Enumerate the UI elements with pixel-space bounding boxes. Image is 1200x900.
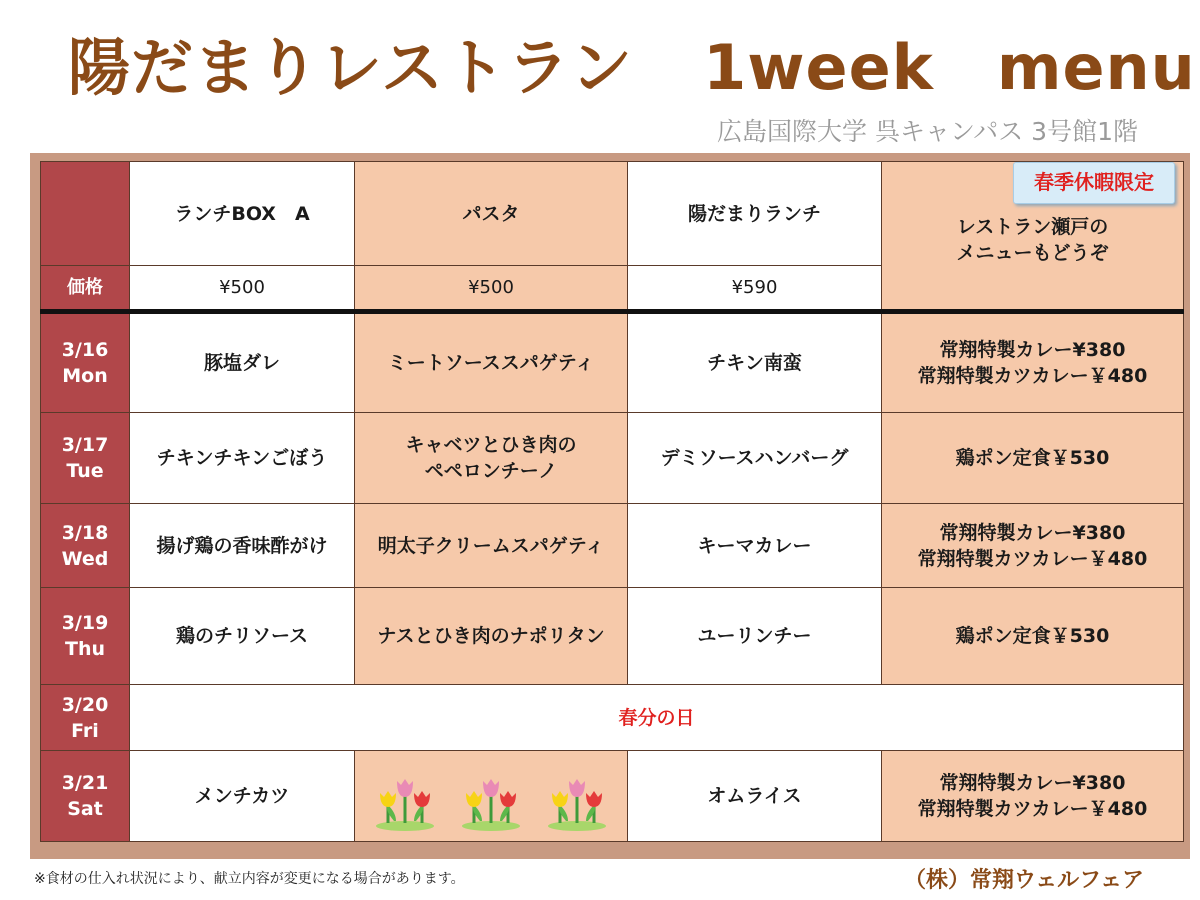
pasta-item: 明太子クリームスパゲティ: [355, 504, 628, 588]
seto-item: 常翔特製カレー¥380 常翔特製カツカレー￥480: [882, 312, 1184, 413]
hidamari-item: オムライス: [628, 751, 882, 842]
column-header-restaurant-seto: [882, 162, 1184, 312]
lunchbox-item: 揚げ鶏の香味酢がけ: [130, 504, 355, 588]
tulip-icon: [546, 771, 608, 831]
spring-break-badge: 春季休暇限定: [1013, 162, 1175, 204]
seto-item: 鶏ポン定食￥530: [882, 413, 1184, 504]
table-row: [41, 312, 1184, 413]
price-hidamari-lunch: ¥590: [628, 266, 882, 312]
lunchbox-item: 鶏のチリソース: [130, 588, 355, 685]
hidamari-item: ユーリンチー: [628, 588, 882, 685]
date-cell: [41, 312, 130, 413]
date: 3/19: [61, 612, 109, 634]
table-row: [41, 504, 1184, 588]
price-pasta: ¥500: [355, 266, 628, 312]
title-en: 1week menu: [703, 31, 1196, 104]
tulip-icon: [460, 771, 522, 831]
table-row: [41, 588, 1184, 685]
date: 3/20: [61, 693, 109, 716]
weekday: Mon: [62, 365, 108, 387]
date: 3/17: [61, 434, 109, 456]
tulip-icon: [374, 771, 436, 831]
table-row: [41, 751, 1184, 842]
date-cell: [41, 685, 130, 751]
pasta-item: ミートソーススパゲティ: [355, 312, 628, 413]
date-cell: [41, 504, 130, 588]
table-row: [41, 685, 1184, 751]
hidamari-item: チキン南蛮: [628, 312, 882, 413]
tulip-illustration-cell: [355, 751, 628, 842]
page-title: [68, 18, 1196, 108]
date-cell: [41, 413, 130, 504]
column-header-pasta: パスタ: [355, 162, 628, 266]
price-lunchbox: ¥500: [130, 266, 355, 312]
table-row: [41, 413, 1184, 504]
company-name: （株）常翔ウェルフェア: [903, 868, 1144, 893]
pasta-item: ナスとひき肉のナポリタン: [355, 588, 628, 685]
hidamari-item: キーマカレー: [628, 504, 882, 588]
date: 3/16: [61, 339, 109, 361]
seto-item: 鶏ポン定食￥530: [882, 588, 1184, 685]
title-jp: 陽だまりレストラン: [68, 31, 634, 104]
header-row: [41, 162, 1184, 266]
tulips-image: [359, 761, 623, 831]
hidamari-item: デミソースハンバーグ: [628, 413, 882, 504]
seto-menu-label: レストラン瀬戸の メニューもどうぞ: [956, 215, 1109, 264]
seto-item: 常翔特製カレー¥380 常翔特製カツカレー￥480: [882, 504, 1184, 588]
column-header-lunchbox: ランチBOX A: [130, 162, 355, 266]
footer-note: ※食材の仕入れ状況により、献立内容が変更になる場合があります。: [34, 871, 465, 887]
date-cell: [41, 751, 130, 842]
pasta-item: キャベツとひき肉の ペペロンチーノ: [355, 413, 628, 504]
date-cell: [41, 588, 130, 685]
lunchbox-item: 豚塩ダレ: [130, 312, 355, 413]
menu-table: [40, 161, 1184, 842]
date: 3/18: [61, 521, 109, 544]
lunchbox-item: メンチカツ: [130, 751, 355, 842]
column-header-hidamari-lunch: 陽だまりランチ: [628, 162, 882, 266]
weekday: Sat: [67, 798, 103, 820]
price-label: 価格: [41, 266, 130, 312]
weekday: Tue: [66, 460, 104, 482]
lunchbox-item: チキンチキンごぼう: [130, 413, 355, 504]
corner-cell: [41, 162, 130, 266]
weekday: Thu: [64, 638, 105, 660]
seto-item: 常翔特製カレー¥380 常翔特製カツカレー￥480: [882, 751, 1184, 842]
date: 3/21: [61, 772, 109, 794]
weekday: Fri: [71, 719, 99, 742]
weekday: Wed: [61, 547, 109, 570]
location-subtitle: 広島国際大学 呉キャンパス 3号館1階: [717, 117, 1138, 146]
holiday-cell: 春分の日: [130, 685, 1184, 751]
